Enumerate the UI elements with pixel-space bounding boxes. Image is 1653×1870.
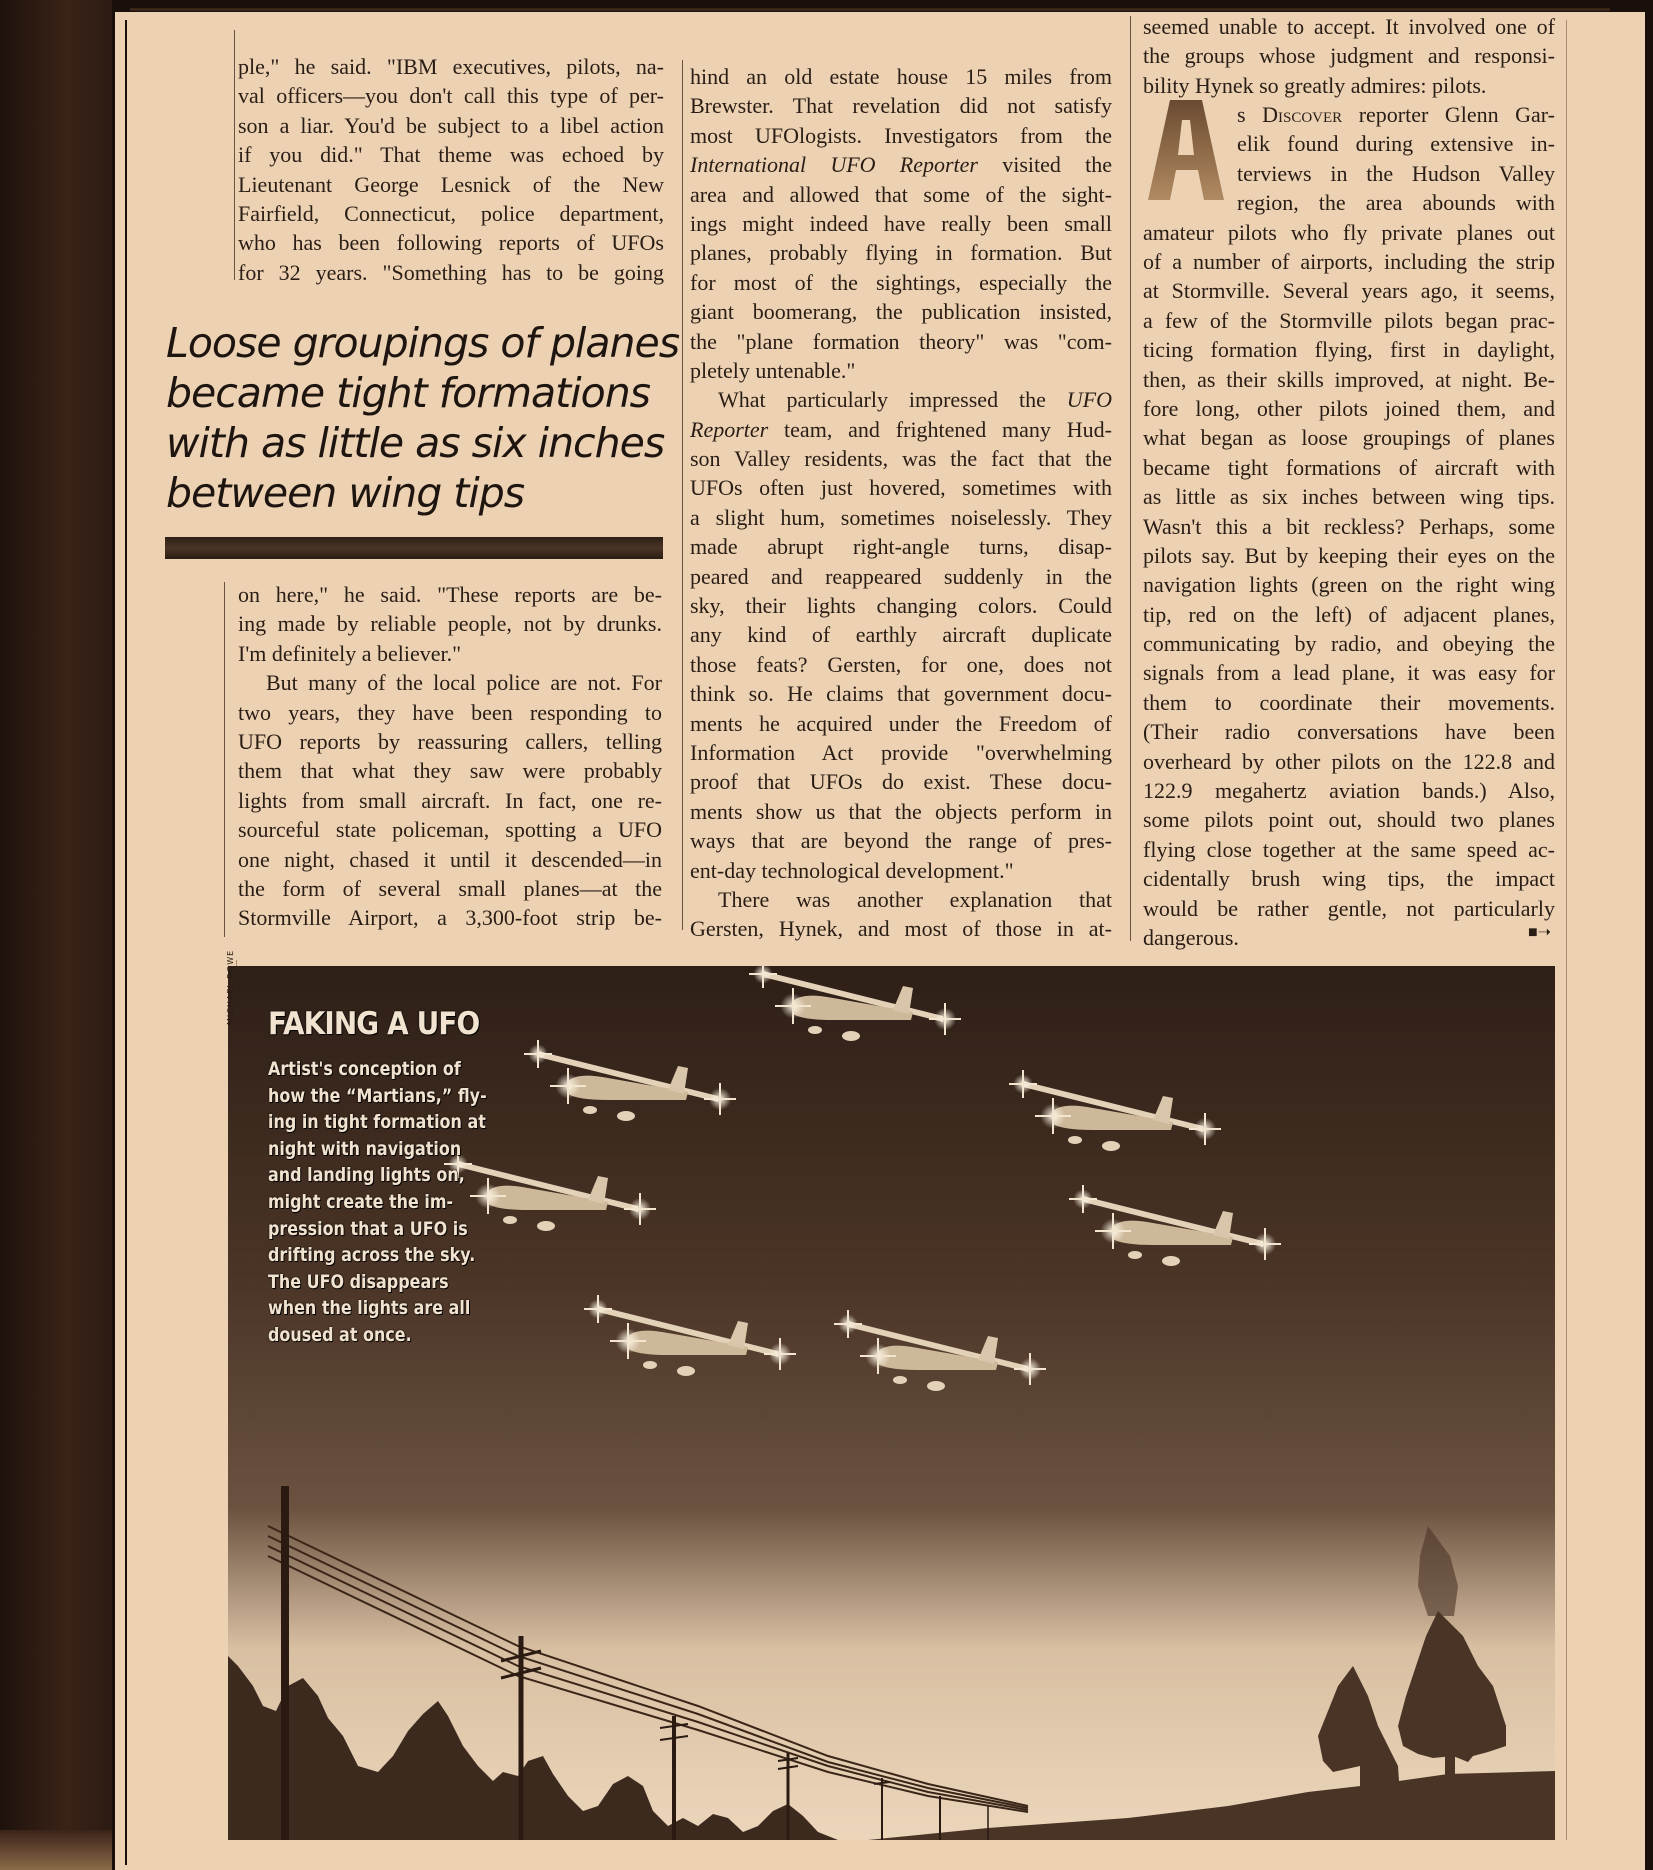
text-line: bility Hynek so greatly admires: pilots.	[1143, 72, 1487, 98]
text-line: at Stormville. Several years ago, it seems,	[1143, 278, 1555, 304]
text-line	[690, 150, 1112, 179]
publication-name: Discover	[1262, 102, 1343, 127]
faking-a-ufo-illustration	[228, 966, 1555, 1840]
column-rule	[1566, 20, 1567, 1840]
text-line: dangerous.	[1143, 924, 1239, 950]
text-run: team, and frightened many Hud-	[768, 416, 1112, 442]
caption-line: night with navigation	[268, 1137, 462, 1160]
text-line: hind an old estate house 15 miles from	[690, 64, 1112, 89]
article-column-left-bottom	[238, 580, 662, 933]
text-line: pilots say. But by keeping their eyes on the	[1143, 542, 1555, 568]
caption-line: The UFO disappears	[268, 1270, 449, 1293]
text-line: would be rather gentle, not particularly	[1143, 895, 1555, 921]
text-line: think so. He claims that government docu-	[690, 681, 1112, 707]
text-run: reporter Glenn Gar-	[1342, 102, 1555, 127]
article-column-left-top	[238, 52, 664, 287]
text-line: Fairfield, Connecticut, police department,	[238, 200, 664, 226]
text-line: peared and reappeared suddenly in the	[690, 563, 1112, 589]
text-line: giant boomerang, the publication insisted,	[690, 299, 1112, 325]
text-line: one night, chased it until it descended—in	[238, 846, 662, 872]
caption-line: might create the im-	[268, 1190, 454, 1213]
text-line: who has been following reports of UFOs	[238, 230, 664, 256]
text-line: ings might indeed have really been small	[690, 210, 1112, 236]
text-line: navigation lights (green on the right wing	[1143, 572, 1555, 598]
binder-edge-bottom	[0, 1830, 112, 1870]
text-line: as little as six inches between wing tips.	[1143, 484, 1555, 510]
text-line: a slight hum, sometimes noiselessly. They	[690, 504, 1112, 530]
text-line: seemed unable to accept. It involved one of	[1143, 14, 1555, 39]
text-line	[1237, 100, 1555, 129]
text-line: most UFOlogists. Investigators from the	[690, 122, 1112, 148]
text-line: became tight formations of aircraft with	[1143, 454, 1555, 480]
caption-body	[268, 1056, 487, 1349]
text-line: ways that are beyond the range of pres-	[690, 828, 1112, 854]
text-line: proof that UFOs do exist. These docu-	[690, 769, 1112, 795]
text-line: any kind of earthly aircraft duplicate	[690, 622, 1112, 648]
text-line: I'm definitely a believer."	[238, 640, 462, 666]
text-line: of a number of airports, including the strip	[1143, 248, 1555, 274]
text-line: pletely untenable."	[690, 357, 856, 383]
text-line: tip, red on the left) of adjacent planes,	[1143, 601, 1555, 627]
text-line: the form of several small planes—at the	[238, 875, 662, 901]
text-line: the groups whose judgment and responsi-	[1143, 43, 1555, 69]
arrow-right-icon: ■➝	[1528, 924, 1552, 941]
text-line: then, as their skills improved, at night. Be-	[1143, 366, 1555, 392]
column-rule	[234, 30, 235, 280]
text-line: them that what they saw were probably	[238, 758, 662, 784]
text-line: lights from small aircraft. In fact, one re-	[238, 787, 662, 813]
drop-cap	[1146, 100, 1226, 202]
text-line: ple," he said. "IBM executives, pilots, na-	[238, 54, 664, 79]
text-line: two years, they have been responding to	[238, 699, 662, 725]
pull-quote-bar	[165, 537, 663, 559]
publication-name: Reporter	[690, 416, 769, 442]
page-border-line	[125, 20, 127, 1865]
text-line: amateur pilots who fly private planes out	[1143, 219, 1555, 245]
text-line: flying close together at the same speed ac-	[1143, 836, 1555, 862]
binder-edge	[0, 0, 112, 1870]
column-rule	[1130, 16, 1131, 941]
text-line: Lieutenant George Lesnick of the New	[238, 171, 664, 197]
text-line: some pilots point out, should two planes	[1143, 807, 1555, 833]
text-line: them to coordinate their movements.	[1143, 689, 1555, 715]
text-line: ments show us that the objects perform in	[690, 798, 1112, 824]
text-line: But many of the local police are not. For	[266, 670, 662, 696]
text-line: sourceful state policeman, spotting a UFO	[238, 817, 662, 843]
text-line: Stormville Airport, a 3,300-foot strip be-	[238, 905, 662, 931]
caption-line: Artist's conception of	[268, 1058, 461, 1080]
text-line: son Valley residents, was the fact that the	[690, 446, 1112, 472]
text-line	[690, 385, 1112, 414]
text-line: Information Act provide "overwhelming	[690, 739, 1112, 765]
text-line: for 32 years. "Something has to be going	[238, 259, 664, 285]
text-line: ing made by reliable people, not by drunks.	[238, 611, 662, 637]
text-line: cidentally brush wing tips, the impact	[1143, 866, 1555, 892]
page-border-line	[112, 12, 115, 1870]
caption-line: ing in tight formation at	[268, 1111, 486, 1134]
text-line: 122.9 megahertz aviation bands.) Also,	[1143, 778, 1555, 804]
article-column-middle	[690, 62, 1112, 944]
pull-quote-line: with as little as six inches	[166, 419, 665, 467]
text-line: if you did." That theme was echoed by	[238, 142, 664, 168]
caption-line: and landing lights on,	[268, 1164, 465, 1187]
pull-quote-line: Loose groupings of planes	[166, 319, 680, 367]
text-line: (Their radio conversations have been	[1143, 719, 1555, 745]
text-line: communicating by radio, and obeying the	[1143, 631, 1555, 657]
text-line: ticing formation flying, first in daylight,	[1143, 337, 1555, 363]
text-line: Brewster. That revelation did not satisfy	[690, 93, 1112, 119]
caption-line: doused at once.	[268, 1323, 412, 1346]
caption-line: how the “Martians,” fly-	[268, 1084, 487, 1107]
text-line: Gersten, Hynek, and most of those in at-	[690, 916, 1112, 942]
text-line	[690, 415, 1112, 444]
text-line: terviews in the Hudson Valley	[1237, 160, 1555, 186]
page-right-edge	[1645, 0, 1653, 1870]
caption-line: when the lights are all	[268, 1297, 471, 1320]
article-column-right-dropcap	[1237, 100, 1555, 218]
text-line: those feats? Gersten, for one, does not	[690, 651, 1112, 677]
text-line: what began as loose groupings of planes	[1143, 425, 1555, 451]
caption-title: FAKING A UFO	[268, 1006, 480, 1042]
text-run: What particularly impressed the	[718, 387, 1067, 413]
text-line: ent-day technological development."	[690, 857, 1014, 883]
article-column-right-top	[1143, 12, 1555, 100]
article-column-right-body	[1143, 218, 1555, 953]
text-line: UFO reports by reassuring callers, telling	[238, 728, 662, 754]
text-line: planes, probably flying in formation. But	[690, 240, 1112, 266]
column-rule	[224, 582, 225, 937]
photo-credit: MICHAEL ROWE	[226, 949, 235, 1025]
pull-quote-line: between wing tips	[166, 469, 525, 517]
column-rule	[682, 60, 683, 930]
text-line: for most of the sightings, especially the	[690, 269, 1112, 295]
text-line: area and allowed that some of the sight-	[690, 181, 1112, 207]
text-line: a few of the Stormville pilots began prac-	[1143, 307, 1555, 333]
top-rule	[130, 8, 1610, 11]
pull-quote-line: became tight formations	[166, 369, 651, 417]
text-line: fore long, other pilots joined them, and	[1143, 395, 1555, 421]
publication-name: UFO	[1066, 387, 1112, 413]
text-line: UFOs often just hovered, sometimes with	[690, 475, 1112, 501]
text-line: the "plane formation theory" was "com-	[690, 328, 1112, 354]
text-line: sky, their lights changing colors. Could	[690, 593, 1112, 619]
text-line: elik found during extensive in-	[1237, 131, 1555, 157]
caption-line: drifting across the sky.	[268, 1244, 476, 1267]
text-run: visited the	[977, 152, 1112, 178]
text-line: There was another explanation that	[718, 886, 1112, 912]
text-line: on here," he said. "These reports are be-	[238, 582, 662, 607]
text-line: signals from a lead plane, it was easy for	[1143, 660, 1555, 686]
text-run: s	[1237, 102, 1263, 127]
caption-line: pression that a UFO is	[268, 1217, 468, 1240]
text-line: region, the area abounds with	[1237, 190, 1555, 216]
text-line: made abrupt right-angle turns, disap-	[690, 534, 1112, 560]
text-line: ments he acquired under the Freedom of	[690, 710, 1112, 736]
pull-quote	[166, 318, 680, 518]
text-line: val officers—you don't call this type of per-	[238, 83, 664, 109]
text-line: overheard by other pilots on the 122.8 and	[1143, 748, 1555, 774]
publication-name: International UFO Reporter	[690, 152, 978, 178]
text-line: son a liar. You'd be subject to a libel action	[238, 112, 664, 138]
text-line: Wasn't this a bit reckless? Perhaps, some	[1143, 513, 1555, 539]
